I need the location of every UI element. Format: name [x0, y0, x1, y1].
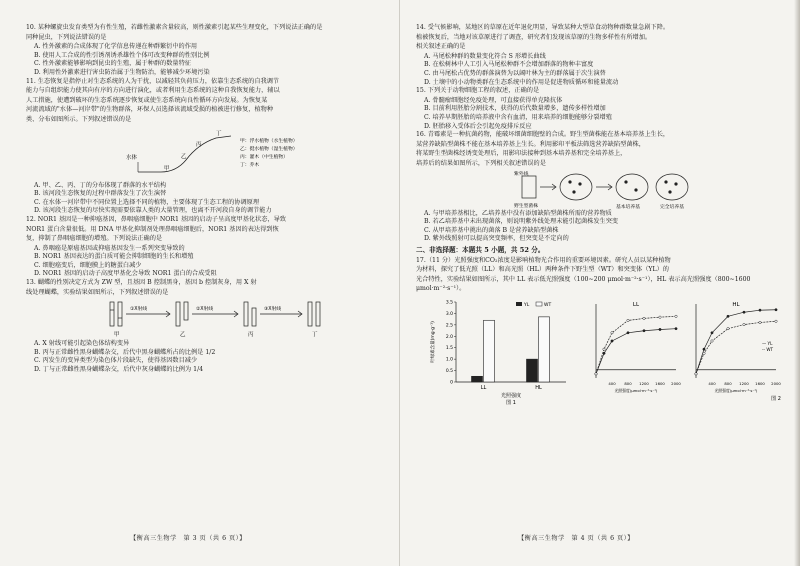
chlorophyll-bar-chart: [426, 294, 576, 406]
option-d: D. 紫外线照射可以提高突变频率，但突变是不定向的: [424, 235, 569, 243]
data-point: [627, 332, 629, 334]
figure-caption: 图 2: [771, 396, 781, 403]
data-point: [775, 320, 777, 322]
option-b: B. 丙与正常雌性黑身蝴蝶杂交，后代中黑身蝴蝶所占的比例是 1/2: [34, 348, 216, 356]
q17-figures: [416, 294, 781, 414]
y-tick-label: 0: [450, 380, 453, 386]
question-text: 将某野生型菌株经诱变处理后，用影印法接种到基本培养基和完全培养基上，: [416, 150, 627, 158]
question-text: 光合特性，实验结果如图所示，其中 LL 表示低光照强度（100~200 μmol·m⁻²·s⁻¹），HL 表示高光照强度（800~1600 μmol·m⁻²·s⁻¹）。: [416, 276, 751, 292]
question-text: 培养后的结果如图所示，下列相关叙述错误的是: [416, 159, 546, 167]
label-yi: 乙: [180, 332, 186, 339]
series-line-wt: [596, 317, 676, 375]
data-point: [659, 316, 661, 318]
medium-label: 完全培养基: [660, 204, 684, 210]
data-point: [743, 324, 745, 326]
page-edge-shadow: [794, 0, 800, 566]
question-text: 人工措施，使遭到破坏的生态系统逐步恢复或使生态系统向良性循环方向发展。为恢复某: [26, 96, 268, 104]
y-tick-label: 3.5: [445, 300, 453, 306]
label-bing: 丙: [248, 332, 254, 339]
data-point: [643, 317, 645, 319]
data-point: [743, 311, 745, 313]
label-jia: 甲: [114, 332, 120, 339]
medium-label: 基本培养基: [616, 204, 640, 210]
label-yi: 乙: [181, 153, 187, 160]
data-point: [775, 309, 777, 311]
legend-label: WT: [544, 303, 552, 309]
series-line-yl: [596, 329, 676, 374]
legend-swatch-yl: [516, 302, 522, 306]
page-footer: 【衡高三生物学 第 4 页（共 6 页）】: [518, 535, 634, 542]
question-17: [416, 256, 781, 414]
legend-label: — YL: [762, 341, 773, 347]
chart-title: HL: [732, 302, 740, 309]
label-ding: 丁: [216, 130, 222, 137]
label-bing: 丙: [196, 141, 202, 148]
question-text: 17.（11 分）光照强度和CO₂浓度是影响植物光合作用的重要环境因素。研究人员以某种植物: [416, 256, 671, 264]
bar-yl: [527, 359, 538, 382]
question-text: 16. 青霉素是一种抗菌药物，能破坏细菌细胞壁的合成。野生型菌株能在基本培养基上生长，: [416, 131, 670, 139]
question-text: 12. NOR1 基因是一种抑癌基因，鼻咽癌细胞中 NOR1 基因的启动子呈高度甲基化状态，导致: [26, 215, 287, 223]
option-a: A. 鼻咽癌是原癌基因或抑癌基因发生一系列突变导致的: [34, 244, 185, 252]
question-16: [416, 131, 778, 244]
legend-line: 甲：浮水植物（水生植物）: [240, 138, 298, 144]
x-tick-label: 1200: [739, 381, 749, 387]
data-point: [711, 332, 713, 334]
page-footer: 【衡高三生物学 第 3 页（共 6 页）】: [130, 535, 246, 542]
arrow-label: ②X射线: [196, 307, 214, 313]
question-text: 河流流域的"水体—河岸带"的生物群落，环保人员选择该流域受损的植被进行修复，植物种: [26, 106, 274, 114]
question-text: NOR1 蛋白含量很低。用 DNA 甲基化抑制剂处理鼻咽癌细胞后，NOR1 基因的表达得到恢: [26, 225, 279, 233]
option-c: C. 由马尾松占优势的群落演替为以阔叶林为主的群落属于次生演替: [424, 69, 606, 77]
water-label: 水体: [126, 154, 138, 161]
data-point: [703, 352, 705, 354]
question-text: 为材料，探究了低光照（LL）和高光照（HL）两种条件下野生型（WT）和突变体（YL）的: [416, 266, 669, 274]
bar-wt: [484, 321, 495, 383]
y-tick-label: 1.0: [445, 357, 453, 363]
y-tick-label: 2.0: [445, 335, 453, 341]
option-a: A. 骨髓瘤细胞经免疫处理，可直接获得单克隆抗体: [424, 96, 563, 104]
question-text: 相关叙述正确的是: [416, 43, 466, 51]
option-c: C. 细胞癌变后，细胞膜上的糖蛋白减少: [34, 261, 142, 269]
data-point: [603, 348, 605, 350]
label-jia: 甲: [164, 165, 170, 172]
strain-label: 野生型菌株: [514, 203, 538, 209]
hl-line-chart: [682, 294, 782, 406]
option-d: D. 利用性外激素进行害虫防治属于生物防治，能够减少环境污染: [34, 68, 210, 76]
data-point: [759, 309, 761, 311]
x-axis-label: 光照强度: [500, 393, 522, 400]
figure-caption: 图 1: [506, 400, 516, 407]
question-text: 类、分布如图所示。下列叙述错误的是: [26, 115, 132, 123]
option-b: B. 若乙培养基中未出现菌落，则说明紫外线处理未能引起菌株发生突变: [424, 218, 619, 226]
uv-label: 紫外线: [514, 171, 529, 177]
option-d: D. NOR1 基因的启动子高度甲基化会导致 NOR1 蛋白的合成受阻: [34, 270, 217, 278]
legend-line: 乙：挺水植物（湿生植物）: [240, 146, 298, 152]
culture-plate-diagram: [416, 170, 776, 210]
section-heading: 二、非选择题：本题共 5 小题，共 52 分。: [416, 245, 545, 254]
x-tick-label: 400: [608, 381, 616, 387]
data-point: [759, 322, 761, 324]
question-14: [416, 24, 778, 87]
data-point: [595, 373, 597, 375]
data-point: [659, 329, 661, 331]
y-axis-label: 叶绿素含量(mg·g⁻¹): [431, 321, 436, 364]
legend-swatch-wt: [536, 302, 542, 306]
arrow-label: ①X射线: [130, 307, 148, 313]
option-a: A. 性外激素的合成体现了化学信息传递在种群繁衍中的作用: [34, 43, 198, 51]
data-point: [611, 332, 613, 334]
x-tick-label: 2000: [771, 381, 781, 387]
question-text: 10. 某种螺旋虫发育类型为有性生殖，若雌性激素含量较高，则性激素引起某些生理变化，下列说法正确的是: [26, 24, 323, 31]
x-tick-label: 400: [708, 381, 716, 387]
y-tick-label: 2.5: [445, 323, 453, 329]
question-text: 某营养缺陷型菌株不能在基本培养基上生长。利用影印平板法筛选营养缺陷型菌株，: [416, 140, 645, 148]
x-tick-label: LL: [480, 385, 487, 392]
legend-line: 丁：乔木: [240, 162, 260, 168]
x-axis-label: 光照强度(μmol·m⁻²·s⁻¹): [714, 388, 758, 394]
question-text: 13. 蝴蝶的性别决定方式为 ZW 型，且基因 B 控制黑身，基因 b 控制灰身，用 X 射: [26, 279, 257, 287]
x-tick-label: 1200: [639, 381, 649, 387]
question-text: 植被恢复后，当地对该草原进行了调查，研究者们发现该草原的生物多样性有所增加。: [416, 33, 652, 41]
option-a: A. X 射线可能引起染色体结构变异: [34, 340, 130, 348]
data-point: [727, 328, 729, 330]
option-a: A. 与甲培养基相比，乙培养基中没有添加缺陷型菌株所需的营养物质: [424, 209, 612, 217]
option-b: B. 该河段生态恢复的过程中群落发生了次生演替: [34, 190, 167, 198]
option-d: D. 该河段生态恢复的尽快实现需要依靠人类的大量管理，也离不开河段自身的调节能力: [34, 207, 272, 215]
data-point: [643, 330, 645, 332]
legend-label: YL: [524, 303, 530, 309]
question-text: 复，抑制了鼻咽癌细胞的增殖。下列说法正确的是: [26, 235, 163, 243]
ll-line-chart: [582, 294, 682, 406]
option-d: D. 土壤中的小动物类群在生态系统中的作用是促进物质循环和能量流动: [424, 78, 619, 86]
right-page: [400, 0, 800, 566]
data-point: [675, 328, 677, 330]
option-c: C. 从甲培养基中挑出的菌落 B 是营养缺陷型菌株: [424, 226, 559, 234]
riverbank-diagram: [26, 126, 386, 182]
chromosome-diagram: [26, 298, 386, 340]
question-text: 14. 受气候影响，某地区的草原在近年退化明显，导致某种大型草食动物种群数量急剧下降。: [416, 24, 670, 31]
x-tick-label: HL: [535, 385, 542, 392]
legend-label: -- WT: [762, 347, 774, 353]
question-15: [416, 87, 778, 131]
bar-yl: [472, 377, 483, 383]
x-tick-label: 2000: [671, 381, 681, 387]
x-tick-label: 800: [724, 381, 732, 387]
question-10: [26, 24, 386, 78]
x-axis-label: 光照强度(μmol·m⁻²·s⁻¹): [614, 388, 658, 394]
data-point: [703, 348, 705, 350]
chart-title: LL: [632, 302, 640, 309]
x-tick-label: 1600: [755, 381, 765, 387]
option-d: D. 丁与正常雌性黑身蝴蝶杂交，后代中灰身蝴蝶的比例为 1/4: [34, 366, 204, 374]
y-tick-label: 0.5: [445, 369, 453, 375]
option-b: B. NOR1 基因表达的蛋白质可能会抑制细胞的生长和增殖: [34, 253, 194, 261]
question-text: 11. 生态恢复是指停止对生态系统的人为干扰，以减轻其负荷压力，依靠生态系统的自我调节: [26, 77, 280, 85]
option-c: C. 在水体一河岸带中不同位置上选择不同的植物，主要体现了生态工程的协调原理: [34, 198, 260, 206]
data-point: [695, 373, 697, 375]
question-12: [26, 216, 386, 279]
question-11: [26, 78, 386, 216]
question-text: 线处理蝴蝶，实验结果如图所示，下列叙述错误的是: [26, 288, 169, 296]
option-b: B. 使用人工合成的性引诱剂诱杀雄性个体可改变种群的性别比例: [34, 51, 210, 59]
question-text: 能力与自组织能力使其向有序的方向进行演化，或者利用生态系统的这种自我恢复能力，辅以: [26, 87, 280, 95]
data-point: [611, 340, 613, 342]
bar-wt: [539, 317, 550, 382]
data-point: [711, 340, 713, 342]
arrow-label: ③X射线: [264, 307, 282, 313]
option-c: C. 性外激素能够影响到昆虫的生殖，属于种群的数量特征: [34, 60, 191, 68]
option-a: A. 马尾松种群的数量变化符合 S 形增长曲线: [424, 52, 546, 60]
y-tick-label: 1.5: [445, 346, 453, 352]
option-b: B. 目前利用胚胎分割技术，获得的后代数量增多，遗传多样性增加: [424, 105, 606, 113]
legend-line: 丙：灌木（中生植物）: [240, 154, 288, 160]
data-point: [727, 315, 729, 317]
option-a: A. 甲、乙、丙、丁的分布体现了群落的水平结构: [34, 181, 167, 189]
data-point: [627, 319, 629, 321]
data-point: [675, 315, 677, 317]
x-tick-label: 800: [624, 381, 632, 387]
option-c: C. 丙发生的变异类型为染色体片段缺失，使得基因数目减少: [34, 357, 198, 365]
label-ding: 丁: [312, 332, 318, 339]
option-d: D. 胚胎移入受体后会引起免疫排斥反应: [424, 122, 532, 130]
question-text: 同种昆虫，下列说法错误的是: [26, 33, 107, 41]
y-tick-label: 3.0: [445, 312, 453, 318]
question-13: [26, 279, 386, 375]
x-tick-label: 1600: [655, 381, 665, 387]
option-b: B. 在松树林中人工引入马尾松种群不会增加群落的物种丰富度: [424, 61, 594, 69]
option-c: C. 培养早期胚胎的培养液中含有血清，用来培养的细胞能够分裂增殖: [424, 113, 612, 121]
question-text: 15. 下列关于动物细胞工程的叙述，正确的是: [416, 87, 540, 95]
